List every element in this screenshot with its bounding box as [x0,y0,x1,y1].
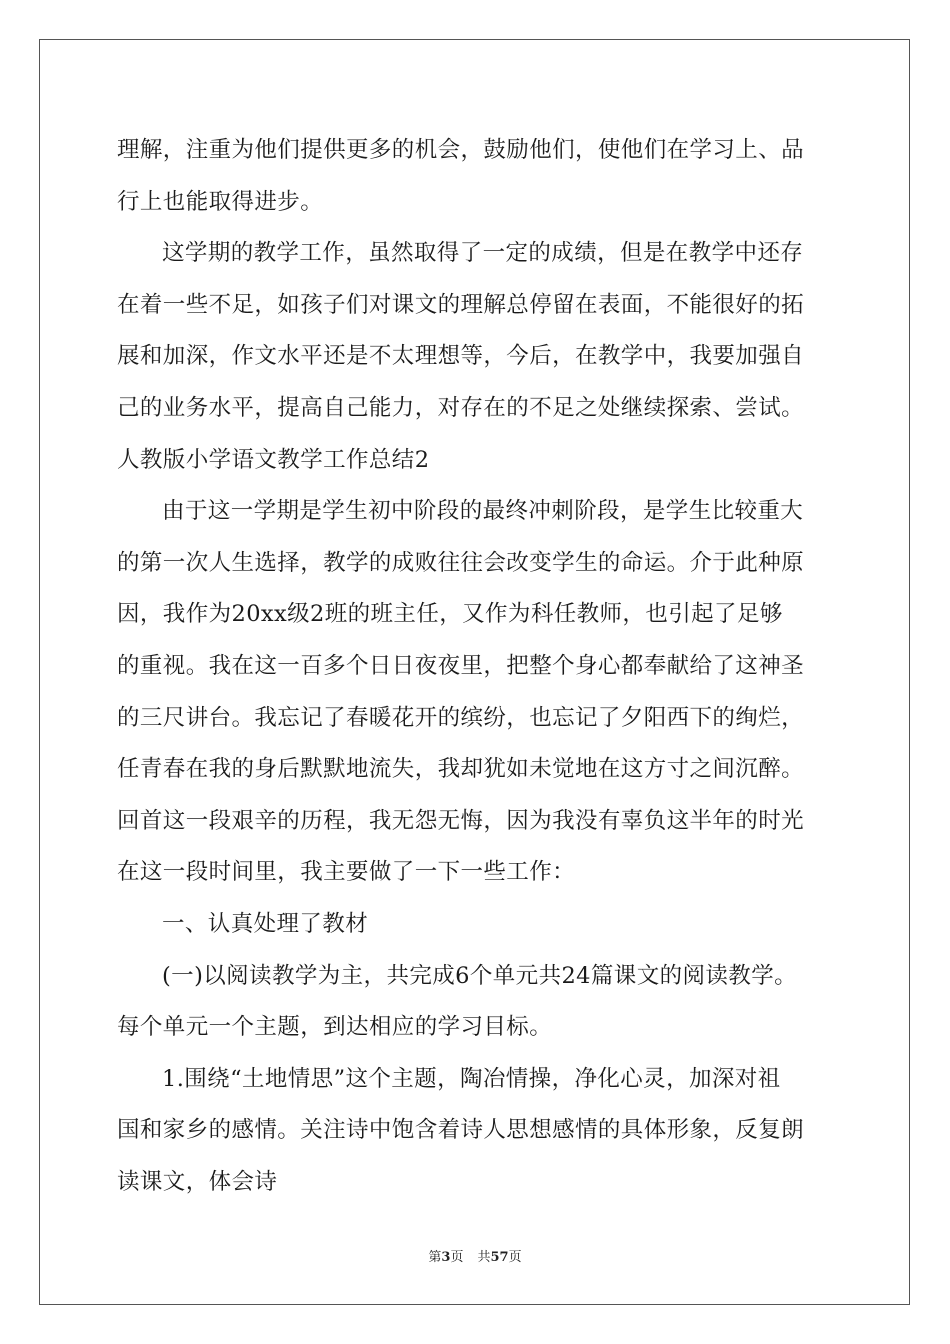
text-line: 己的业务水平，提高自己能力，对存在的不足之处继续探索、尝试。 [117,394,805,421]
page-footer [0,1246,950,1265]
section-heading: 人教版小学语文教学工作总结2 [117,446,430,473]
text-line: 的三尺讲台。我忘记了春暖花开的缤纷，也忘记了夕阳西下的绚烂， [117,704,805,731]
text-line: 理解，注重为他们提供更多的机会，鼓励他们，使他们在学习上、品 [117,137,805,163]
text-line: 展和加深，作文水平还是不太理想等，今后，在教学中，我要加强自 [117,343,805,370]
text-line: 任青春在我的身后默默地流失，我却犹如未觉地在这方寸之间沉醉。 [117,756,805,783]
text-line: 读课文，体会诗 [117,1168,278,1195]
text-line: 国和家乡的感情。关注诗中饱含着诗人思想感情的具体形象，反复朗 [117,1117,805,1144]
text-line: 在着一些不足，如孩子们对课文的理解总停留在表面，不能很好的拓 [117,291,805,318]
text-line: 这学期的教学工作，虽然取得了一定的成绩，但是在教学中还存 [162,240,804,267]
footer-total-unit: 页 [508,1250,522,1265]
footer-page-total: 57 [490,1250,509,1265]
text-line: (一)以阅读教学为主，共完成6个单元共24篇课文的阅读教学。 [162,962,798,989]
text-line: 由于这一学期是学生初中阶段的最终冲刺阶段，是学生比较重大 [162,498,804,525]
text-line: 回首这一段艰辛的历程，我无怨无悔，因为我没有辜负这半年的时光 [117,807,805,834]
text-line: 在这一段时间里，我主要做了一下一些工作： [117,859,576,886]
text-line: 因，我作为20xx级2班的班主任，又作为科任教师，也引起了足够 [117,601,783,628]
text-line: 的重视。我在这一百多个日日夜夜里，把整个身心都奉献给了这神圣 [117,652,805,679]
footer-page-prefix: 第 [428,1250,442,1265]
footer-page-current: 3 [441,1250,451,1265]
document-body [117,128,837,1211]
text-line: 行上也能取得进步。 [117,188,324,215]
text-line: 的第一次人生选择，教学的成败往往会改变学生的命运。介于此种原 [117,549,805,576]
text-line: 每个单元一个主题，到达相应的学习目标。 [117,1014,553,1041]
text-line: 1.围绕“土地情思”这个主题，陶冶情操，净化心灵，加深对祖 [162,1065,781,1092]
footer-page-unit: 页 [450,1250,464,1265]
footer-total-prefix: 共 [477,1250,491,1265]
list-heading: 一、认真处理了教材 [162,910,369,937]
